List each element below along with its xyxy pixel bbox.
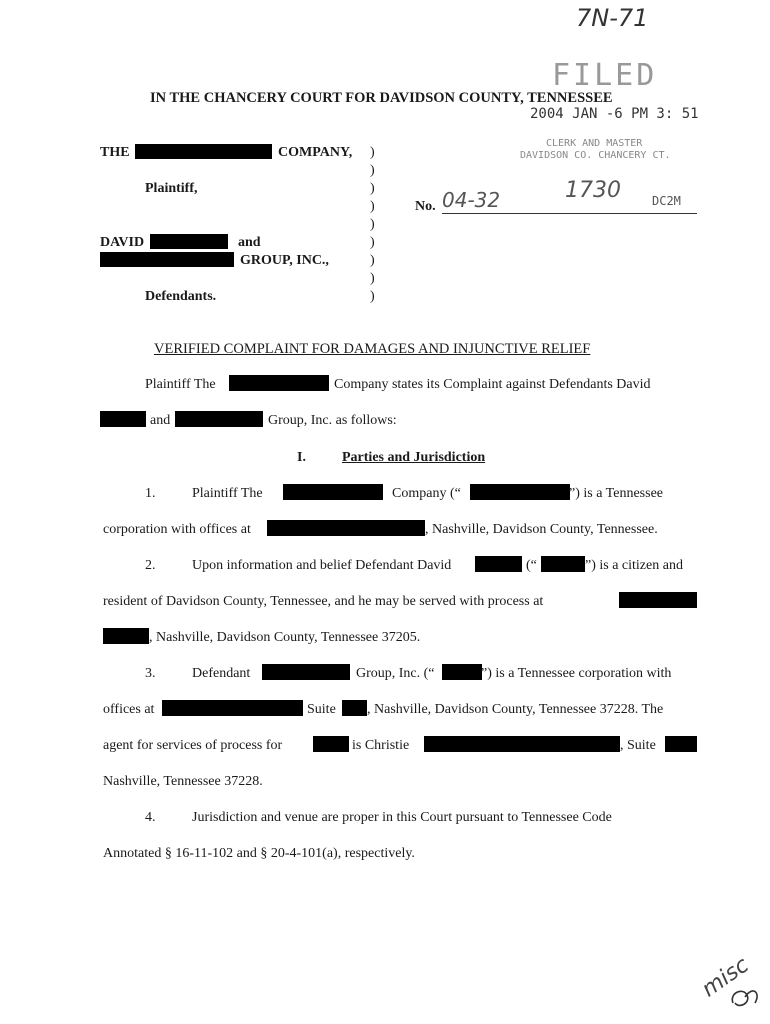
redaction-defendant-short-name	[541, 556, 585, 572]
caption-paren: )	[370, 289, 375, 304]
handwritten-case-note: 7N-71	[576, 4, 649, 32]
redaction-agent-name-address	[424, 736, 620, 752]
case-number-handwritten-2: 1730	[565, 178, 621, 203]
p1-text: Plaintiff The	[192, 486, 263, 501]
p1-text: Company (“	[392, 486, 461, 501]
p3-text: , Suite	[620, 738, 656, 753]
p1-text: ”) is a Tennessee	[569, 486, 664, 501]
redaction-group-name	[175, 411, 263, 427]
redaction-plaintiff-name	[135, 144, 272, 159]
caption-paren: )	[370, 199, 375, 214]
p4-text: Jurisdiction and venue are proper in this Court pursuant to Tennessee Code	[192, 810, 612, 825]
p3-text: Suite	[307, 702, 336, 717]
p3-text: Defendant	[192, 666, 251, 681]
caption-paren: )	[370, 217, 375, 232]
caption-david: DAVID	[100, 235, 145, 250]
p2-text: Upon information and belief Defendant David	[192, 558, 452, 573]
intro-line-2b: Group, Inc. as follows:	[268, 413, 397, 428]
redaction-plaintiff-address	[267, 520, 425, 536]
filed-date-stamp: 2004 JAN -6 PM 3: 51	[530, 106, 699, 122]
p3-text: Nashville, Tennessee 37228.	[103, 774, 263, 789]
case-number-label: No.	[415, 199, 436, 214]
p3-text: Group, Inc. (“	[356, 666, 435, 681]
p3-text: offices at	[103, 702, 155, 717]
case-number-suffix: DC2M	[652, 194, 681, 208]
redaction-plaintiff-name	[229, 375, 329, 391]
p3-text: ”) is a Tennessee corporation with	[481, 666, 672, 681]
para-number: 3.	[145, 666, 156, 681]
p2-text: resident of Davidson County, Tennessee, and he may be served with process at	[103, 594, 544, 609]
intro-line-1a: Plaintiff The	[145, 377, 216, 392]
handwritten-initials-icon	[725, 975, 765, 1015]
para-number: 4.	[145, 810, 156, 825]
redaction-suite-number	[665, 736, 697, 752]
caption-paren: )	[370, 271, 375, 286]
filed-stamp: FILED	[552, 58, 658, 93]
p2-text: ”) is a citizen and	[585, 558, 683, 573]
redaction-defendant-address-cont	[103, 628, 149, 644]
court-stamp: DAVIDSON CO. CHANCERY CT.	[520, 150, 671, 161]
caption-paren: )	[370, 253, 375, 268]
case-number-handwritten: 04-32	[442, 188, 501, 212]
redaction-plaintiff-short-name	[470, 484, 570, 500]
caption-paren: )	[370, 181, 375, 196]
intro-line-2a: and	[150, 413, 171, 428]
caption-the: THE	[100, 145, 130, 160]
section-title: Parties and Jurisdiction	[342, 450, 486, 465]
handwritten-margin-note: misc	[697, 952, 754, 1003]
p1-text: corporation with offices at	[103, 522, 251, 537]
p1-text: , Nashville, Davidson County, Tennessee.	[425, 522, 658, 537]
caption-defendants-label: Defendants.	[145, 289, 217, 304]
p4-text: Annotated § 16-11-102 and § 20-4-101(a), respectively.	[103, 846, 415, 861]
caption-company: COMPANY,	[278, 145, 353, 160]
redaction-group-address	[162, 700, 303, 716]
clerk-stamp: CLERK AND MASTER	[546, 138, 643, 149]
caption-paren: )	[370, 235, 375, 250]
p3-text: agent for services of process for	[103, 738, 283, 753]
redaction-group-name	[262, 664, 350, 680]
para-number: 2.	[145, 558, 156, 573]
p3-text: is Christie	[352, 738, 410, 753]
court-heading: IN THE CHANCERY COURT FOR DAVIDSON COUNTY, TENNESSEE	[150, 90, 613, 106]
redaction-group-short-name	[442, 664, 482, 680]
caption-paren: )	[370, 163, 375, 178]
para-number: 1.	[145, 486, 156, 501]
p2-text: , Nashville, Davidson County, Tennessee 37205.	[149, 630, 421, 645]
caption-and: and	[238, 235, 261, 250]
redaction-plaintiff-name	[283, 484, 383, 500]
case-number-line	[442, 213, 697, 214]
caption-paren: )	[370, 145, 375, 160]
intro-line-1b: Company states its Complaint against Defendants David	[334, 377, 651, 392]
section-number: I.	[297, 450, 306, 465]
redaction-defendant-group	[100, 252, 234, 267]
redaction-group-short-name	[313, 736, 349, 752]
caption-group: GROUP, INC.,	[240, 253, 329, 268]
document-title: VERIFIED COMPLAINT FOR DAMAGES AND INJUNCTIVE RELIEF	[154, 341, 591, 357]
redaction-defendant-address	[619, 592, 697, 608]
redaction-suite-number	[342, 700, 367, 716]
redaction-defendant-surname	[150, 234, 228, 249]
caption-plaintiff-label: Plaintiff,	[145, 181, 198, 196]
p3-text: , Nashville, Davidson County, Tennessee 37228. The	[367, 702, 664, 717]
redaction-defendant-surname	[475, 556, 522, 572]
p2-text: (“	[526, 558, 537, 573]
redaction-defendant-surname	[100, 411, 146, 427]
